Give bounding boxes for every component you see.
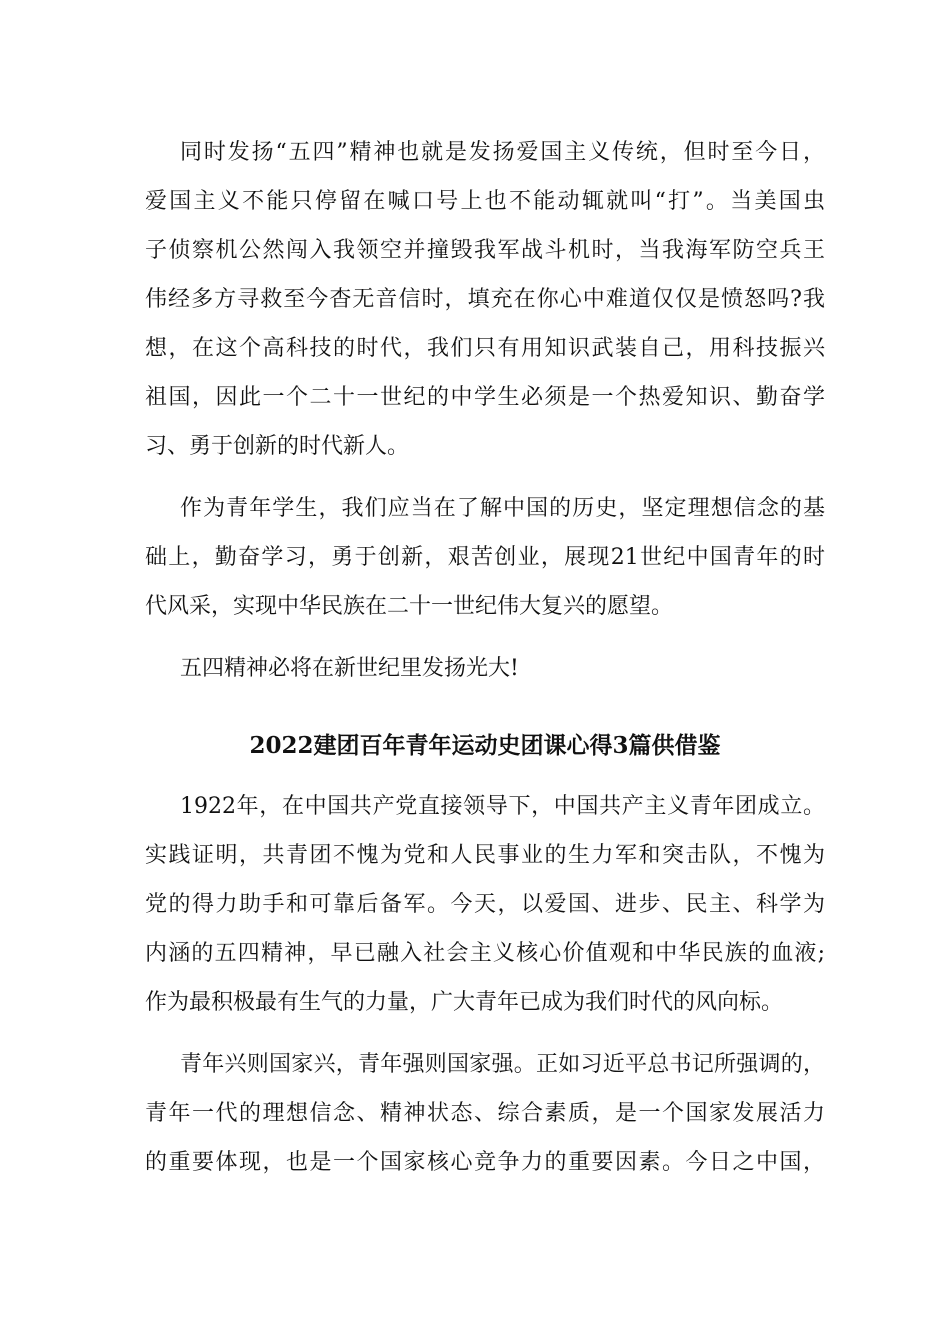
text-line: 作为最积极最有生气的力量，广大青年已成为我们时代的风向标。: [145, 990, 784, 1015]
text-line: 祖国，因此一个二十一世纪的中学生必须是一个热爱知识、勤奋学: [145, 385, 825, 410]
text-line: 的重要体现，也是一个国家核心竞争力的重要因素。今日之中国，: [145, 1150, 825, 1175]
text-line: 五四精神必将在新世纪里发扬光大!: [180, 656, 519, 681]
text-line: 伟经多方寻救至今杳无音信时，填充在你心中难道仅仅是愤怒吗?我: [145, 287, 825, 312]
text-line: 青年兴则国家兴，青年强则国家强。正如习近平总书记所强调的，: [180, 1052, 825, 1077]
text-line: 代风采，实现中华民族在二十一世纪伟大复兴的愿望。: [145, 594, 674, 619]
text-line: 内涵的五四精神，早已融入社会主义核心价值观和中华民族的血液;: [145, 941, 825, 966]
text-line: 青年一代的理想信念、精神状态、综合素质，是一个国家发展活力: [145, 1101, 825, 1126]
text-line: 作为青年学生，我们应当在了解中国的历史，坚定理想信念的基: [180, 496, 825, 521]
text-line: 想，在这个高科技的时代，我们只有用知识武装自己，用科技振兴: [145, 336, 825, 361]
section-heading: 2022建团百年青年运动史团课心得3篇供借鉴: [249, 732, 721, 759]
text-line: 子侦察机公然闯入我领空并撞毁我军战斗机时，当我海军防空兵王: [145, 238, 825, 263]
text-line: 习、勇于创新的时代新人。: [145, 434, 410, 459]
text-line: 础上，勤奋学习，勇于创新，艰苦创业，展现21世纪中国青年的时: [145, 545, 825, 570]
text-line: 同时发扬“五四”精神也就是发扬爱国主义传统，但时至今日，: [180, 140, 825, 165]
text-line: 1922年，在中国共产党直接领导下，中国共产主义青年团成立。: [180, 794, 825, 819]
text-line: 实践证明，共青团不愧为党和人民事业的生力军和突击队，不愧为: [145, 843, 825, 868]
text-line: 爱国主义不能只停留在喊口号上也不能动辄就叫“打”。当美国虫: [145, 189, 825, 214]
text-line: 党的得力助手和可靠后备军。今天，以爱国、进步、民主、科学为: [145, 892, 825, 917]
